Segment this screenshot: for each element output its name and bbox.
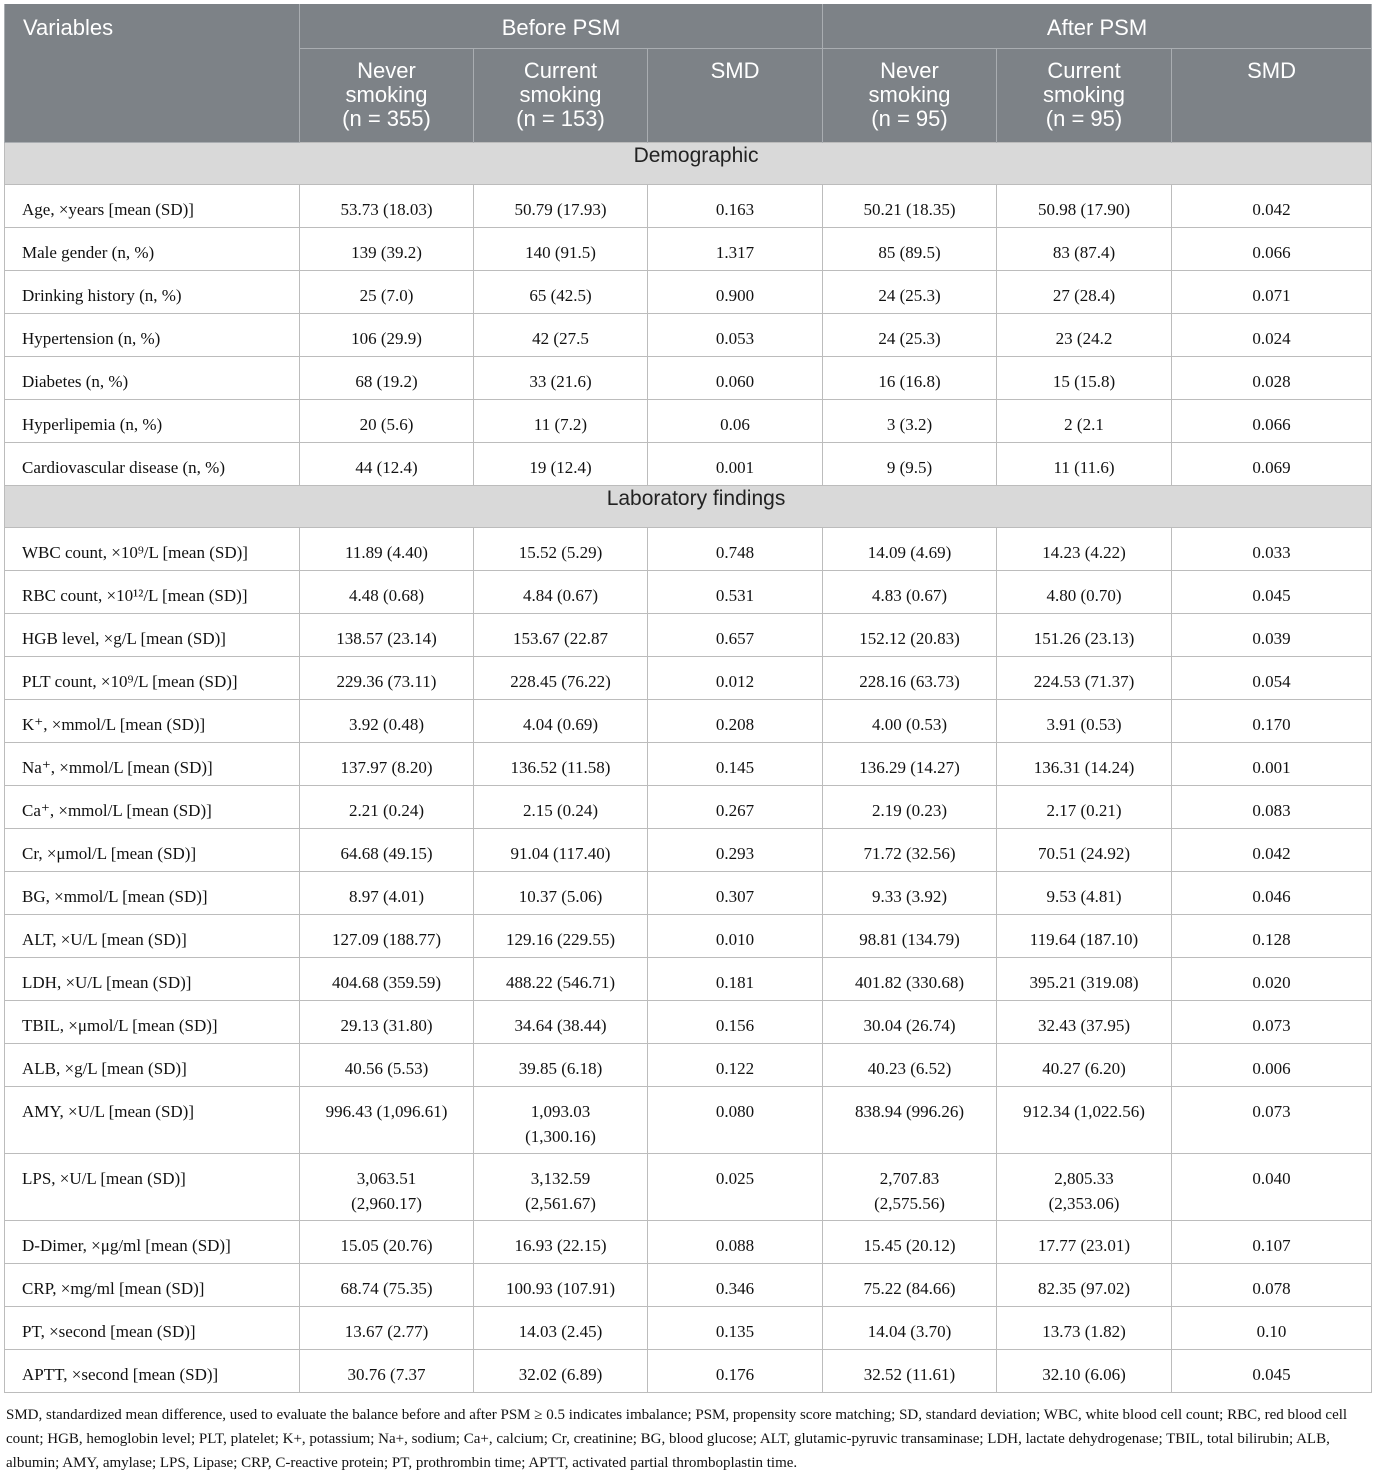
smd-after-value: 0.107 [1172,1220,1372,1263]
table-row [5,699,1372,742]
header-current-smoking-before [474,48,648,142]
current-before-value: 2.15 (0.24) [474,785,648,828]
smd-before-value: 0.060 [648,356,823,399]
smd-after-value: 0.083 [1172,785,1372,828]
smd-after-value: 0.066 [1172,399,1372,442]
header-before-psm: Before PSM [300,4,823,48]
variable-label: BG, ×mmol/L [mean (SD)] [5,871,300,914]
never-after-value: 838.94 (996.26) [823,1086,997,1153]
smd-before-value: 0.122 [648,1043,823,1086]
smd-before-value: 0.900 [648,270,823,313]
smd-after-value: 0.066 [1172,227,1372,270]
smd-after-value: 0.069 [1172,442,1372,485]
never-after-value: 85 (89.5) [823,227,997,270]
never-after-value: 16 (16.8) [823,356,997,399]
current-after-value: 395.21 (319.08) [997,957,1172,1000]
table-header [5,4,1372,142]
never-after-value: 2.19 (0.23) [823,785,997,828]
never-after-value: 15.45 (20.12) [823,1220,997,1263]
smd-before-value: 0.025 [648,1153,823,1220]
header-label-line: Never [357,57,416,83]
never-before-value: 138.57 (23.14) [300,613,474,656]
current-before-value: 129.16 (229.55) [474,914,648,957]
variable-label: LDH, ×U/L [mean (SD)] [5,957,300,1000]
never-before-value: 106 (29.9) [300,313,474,356]
smd-before-value: 0.307 [648,871,823,914]
current-before-value: 50.79 (17.93) [474,184,648,227]
never-after-value: 98.81 (134.79) [823,914,997,957]
never-after-value: 3 (3.2) [823,399,997,442]
never-before-value: 13.67 (2.77) [300,1306,474,1349]
current-after-value: 136.31 (14.24) [997,742,1172,785]
never-before-value: 3.92 (0.48) [300,699,474,742]
header-sample-size: (n = 95) [1045,105,1123,131]
current-before-value: 228.45 (76.22) [474,656,648,699]
table-row [5,957,1372,1000]
table-row [5,1306,1372,1349]
never-after-value: 4.83 (0.67) [823,570,997,613]
never-after-value: 32.52 (11.61) [823,1349,997,1392]
smd-before-value: 1.317 [648,227,823,270]
smd-after-value: 0.10 [1172,1306,1372,1349]
smd-before-value: 0.145 [648,742,823,785]
current-before-value: 33 (21.6) [474,356,648,399]
variable-label: RBC count, ×10¹²/L [mean (SD)] [5,570,300,613]
smd-before-value: 0.001 [648,442,823,485]
smd-after-value: 0.028 [1172,356,1372,399]
header-variables: Variables [5,4,300,142]
baseline-characteristics-table [4,4,1372,1393]
never-after-value: 24 (25.3) [823,270,997,313]
table-row [5,1086,1372,1153]
never-before-value: 20 (5.6) [300,399,474,442]
current-after-value: 3.91 (0.53) [997,699,1172,742]
smd-after-value: 0.040 [1172,1153,1372,1220]
variable-label: Hypertension (n, %) [5,313,300,356]
smd-after-value: 0.045 [1172,1349,1372,1392]
current-after-value: 11 (11.6) [997,442,1172,485]
table-row [5,871,1372,914]
variable-label: Hyperlipemia (n, %) [5,399,300,442]
smd-after-value: 0.039 [1172,613,1372,656]
table-row [5,828,1372,871]
header-sample-size: (n = 355) [342,105,431,131]
never-after-value: 9 (9.5) [823,442,997,485]
never-before-value: 229.36 (73.11) [300,656,474,699]
section-row-demographic [5,142,1372,184]
never-after-value: 401.82 (330.68) [823,957,997,1000]
current-before-value: 15.52 (5.29) [474,527,648,570]
smd-before-value: 0.163 [648,184,823,227]
table-row [5,785,1372,828]
header-smd-after: SMD [1172,48,1372,142]
header-label-line: smoking [519,81,602,107]
never-before-value: 15.05 (20.76) [300,1220,474,1263]
current-after-value: 27 (28.4) [997,270,1172,313]
current-before-value: 4.04 (0.69) [474,699,648,742]
current-after-value: 70.51 (24.92) [997,828,1172,871]
current-after-value: 14.23 (4.22) [997,527,1172,570]
variable-label: Diabetes (n, %) [5,356,300,399]
never-before-value: 3,063.51 (2,960.17) [300,1153,474,1220]
never-after-value: 30.04 (26.74) [823,1000,997,1043]
never-before-value: 8.97 (4.01) [300,871,474,914]
header-label-line: Current [523,57,598,83]
table-row [5,1000,1372,1043]
current-after-value: 224.53 (71.37) [997,656,1172,699]
table-row [5,1043,1372,1086]
never-after-value: 136.29 (14.27) [823,742,997,785]
variable-label: WBC count, ×10⁹/L [mean (SD)] [5,527,300,570]
never-before-value: 64.68 (49.15) [300,828,474,871]
current-before-value: 14.03 (2.45) [474,1306,648,1349]
smd-after-value: 0.078 [1172,1263,1372,1306]
never-before-value: 40.56 (5.53) [300,1043,474,1086]
table-row [5,356,1372,399]
table-row [5,442,1372,485]
never-after-value: 14.09 (4.69) [823,527,997,570]
smd-before-value: 0.156 [648,1000,823,1043]
current-after-value: 23 (24.2 [997,313,1172,356]
header-never-smoking-before [300,48,474,142]
current-after-value: 50.98 (17.90) [997,184,1172,227]
header-smd-before: SMD [648,48,823,142]
never-after-value: 75.22 (84.66) [823,1263,997,1306]
smd-before-value: 0.267 [648,785,823,828]
never-before-value: 996.43 (1,096.61) [300,1086,474,1153]
current-before-value: 100.93 (107.91) [474,1263,648,1306]
smd-after-value: 0.071 [1172,270,1372,313]
smd-after-value: 0.042 [1172,828,1372,871]
header-label-line: smoking [868,81,951,107]
variable-label: AMY, ×U/L [mean (SD)] [5,1086,300,1153]
table-row [5,1349,1372,1392]
never-before-value: 2.21 (0.24) [300,785,474,828]
smd-after-value: 0.020 [1172,957,1372,1000]
current-after-value: 912.34 (1,022.56) [997,1086,1172,1153]
table-row [5,527,1372,570]
current-after-value: 32.43 (37.95) [997,1000,1172,1043]
current-after-value: 151.26 (23.13) [997,613,1172,656]
smd-before-value: 0.06 [648,399,823,442]
smd-after-value: 0.042 [1172,184,1372,227]
smd-after-value: 0.073 [1172,1000,1372,1043]
current-after-value: 32.10 (6.06) [997,1349,1172,1392]
variable-label: ALT, ×U/L [mean (SD)] [5,914,300,957]
table-row [5,570,1372,613]
table-row [5,270,1372,313]
variable-label: K⁺, ×mmol/L [mean (SD)] [5,699,300,742]
current-before-value: 34.64 (38.44) [474,1000,648,1043]
current-before-value: 1,093.03 (1,300.16) [474,1086,648,1153]
current-before-value: 16.93 (22.15) [474,1220,648,1263]
never-before-value: 68 (19.2) [300,356,474,399]
current-after-value: 4.80 (0.70) [997,570,1172,613]
current-before-value: 136.52 (11.58) [474,742,648,785]
variable-label: Age, ×years [mean (SD)] [5,184,300,227]
variable-label: TBIL, ×μmol/L [mean (SD)] [5,1000,300,1043]
never-before-value: 53.73 (18.03) [300,184,474,227]
smd-after-value: 0.033 [1172,527,1372,570]
section-label: Laboratory findings [5,485,1372,527]
table-row [5,914,1372,957]
table-body [5,142,1372,1392]
table-row [5,742,1372,785]
header-after-psm: After PSM [823,4,1372,48]
current-before-value: 65 (42.5) [474,270,648,313]
current-after-value: 82.35 (97.02) [997,1263,1172,1306]
variable-label: HGB level, ×g/L [mean (SD)] [5,613,300,656]
current-after-value: 40.27 (6.20) [997,1043,1172,1086]
never-before-value: 4.48 (0.68) [300,570,474,613]
baseline-table-container [4,4,1371,1393]
smd-after-value: 0.045 [1172,570,1372,613]
current-before-value: 3,132.59 (2,561.67) [474,1153,648,1220]
header-label-line: Current [1047,57,1121,83]
never-after-value: 9.33 (3.92) [823,871,997,914]
smd-before-value: 0.080 [648,1086,823,1153]
current-after-value: 15 (15.8) [997,356,1172,399]
never-before-value: 404.68 (359.59) [300,957,474,1000]
never-after-value: 228.16 (63.73) [823,656,997,699]
current-before-value: 39.85 (6.18) [474,1043,648,1086]
section-label: Demographic [5,142,1372,184]
current-before-value: 91.04 (117.40) [474,828,648,871]
smd-after-value: 0.054 [1172,656,1372,699]
current-after-value: 9.53 (4.81) [997,871,1172,914]
never-after-value: 2,707.83 (2,575.56) [823,1153,997,1220]
smd-before-value: 0.088 [648,1220,823,1263]
variable-label: Ca⁺, ×mmol/L [mean (SD)] [5,785,300,828]
never-after-value: 50.21 (18.35) [823,184,997,227]
never-after-value: 4.00 (0.53) [823,699,997,742]
never-before-value: 30.76 (7.37 [300,1349,474,1392]
variable-label: LPS, ×U/L [mean (SD)] [5,1153,300,1220]
smd-after-value: 0.128 [1172,914,1372,957]
table-row [5,184,1372,227]
smd-after-value: 0.073 [1172,1086,1372,1153]
current-before-value: 11 (7.2) [474,399,648,442]
current-before-value: 4.84 (0.67) [474,570,648,613]
current-after-value: 2 (2.1 [997,399,1172,442]
smd-after-value: 0.024 [1172,313,1372,356]
variable-label: Na⁺, ×mmol/L [mean (SD)] [5,742,300,785]
section-row-laboratory [5,485,1372,527]
header-label-line: smoking [345,81,428,107]
header-label-line: smoking [1043,81,1125,107]
never-before-value: 11.89 (4.40) [300,527,474,570]
never-after-value: 14.04 (3.70) [823,1306,997,1349]
variable-label: APTT, ×second [mean (SD)] [5,1349,300,1392]
smd-after-value: 0.001 [1172,742,1372,785]
never-before-value: 139 (39.2) [300,227,474,270]
current-after-value: 2.17 (0.21) [997,785,1172,828]
variable-label: ALB, ×g/L [mean (SD)] [5,1043,300,1086]
table-footnote: SMD, standardized mean difference, used to evaluate the balance before and after PSM ≥ 0.5 indicates imbalance; PSM, propensity score matching; SD, standard deviation; WBC, white blood cell count; RBC, red blood cell count; HGB, hemoglobin level; PLT, platelet; K+, potassium; Na+, sodium; Ca+, calcium; Cr, creatinine; BG, blood glucose; ALT, glutamic-pyruvic transaminase; LDH, lactate dehydrogenase; TBIL, total bilirubin; ALB, albumin; AMY, amylase; LPS, Lipase; CRP, C-reactive protein; PT, prothrombin time; APTT, activated partial thromboplastin time. [6,1407,1348,1471]
never-before-value: 68.74 (75.35) [300,1263,474,1306]
smd-before-value: 0.657 [648,613,823,656]
header-sample-size: (n = 153) [516,105,605,131]
never-after-value: 71.72 (32.56) [823,828,997,871]
never-before-value: 44 (12.4) [300,442,474,485]
never-before-value: 29.13 (31.80) [300,1000,474,1043]
smd-before-value: 0.346 [648,1263,823,1306]
smd-before-value: 0.181 [648,957,823,1000]
table-row [5,313,1372,356]
current-after-value: 13.73 (1.82) [997,1306,1172,1349]
smd-before-value: 0.208 [648,699,823,742]
current-before-value: 42 (27.5 [474,313,648,356]
table-row [5,1153,1372,1220]
current-before-value: 10.37 (5.06) [474,871,648,914]
smd-before-value: 0.293 [648,828,823,871]
never-after-value: 24 (25.3) [823,313,997,356]
smd-after-value: 0.006 [1172,1043,1372,1086]
variable-label: Drinking history (n, %) [5,270,300,313]
current-before-value: 153.67 (22.87 [474,613,648,656]
smd-after-value: 0.046 [1172,871,1372,914]
variable-label: Cardiovascular disease (n, %) [5,442,300,485]
header-sample-size: (n = 95) [871,105,948,131]
never-before-value: 127.09 (188.77) [300,914,474,957]
current-after-value: 119.64 (187.10) [997,914,1172,957]
current-before-value: 488.22 (546.71) [474,957,648,1000]
table-row [5,1220,1372,1263]
header-label-line: Never [880,57,939,83]
table-row [5,1263,1372,1306]
smd-before-value: 0.012 [648,656,823,699]
smd-before-value: 0.010 [648,914,823,957]
variable-label: Male gender (n, %) [5,227,300,270]
table-row [5,227,1372,270]
table-row [5,399,1372,442]
current-before-value: 140 (91.5) [474,227,648,270]
table-row [5,613,1372,656]
current-after-value: 17.77 (23.01) [997,1220,1172,1263]
current-after-value: 83 (87.4) [997,227,1172,270]
variable-label: PLT count, ×10⁹/L [mean (SD)] [5,656,300,699]
variable-label: D-Dimer, ×μg/ml [mean (SD)] [5,1220,300,1263]
variable-label: CRP, ×mg/ml [mean (SD)] [5,1263,300,1306]
smd-after-value: 0.170 [1172,699,1372,742]
smd-before-value: 0.176 [648,1349,823,1392]
header-never-smoking-after [823,48,997,142]
current-before-value: 32.02 (6.89) [474,1349,648,1392]
never-before-value: 137.97 (8.20) [300,742,474,785]
never-before-value: 25 (7.0) [300,270,474,313]
table-row [5,656,1372,699]
smd-before-value: 0.748 [648,527,823,570]
variable-label: PT, ×second [mean (SD)] [5,1306,300,1349]
variable-label: Cr, ×μmol/L [mean (SD)] [5,828,300,871]
smd-before-value: 0.053 [648,313,823,356]
header-current-smoking-after [997,48,1172,142]
current-before-value: 19 (12.4) [474,442,648,485]
smd-before-value: 0.531 [648,570,823,613]
never-after-value: 40.23 (6.52) [823,1043,997,1086]
never-after-value: 152.12 (20.83) [823,613,997,656]
smd-before-value: 0.135 [648,1306,823,1349]
current-after-value: 2,805.33 (2,353.06) [997,1153,1172,1220]
